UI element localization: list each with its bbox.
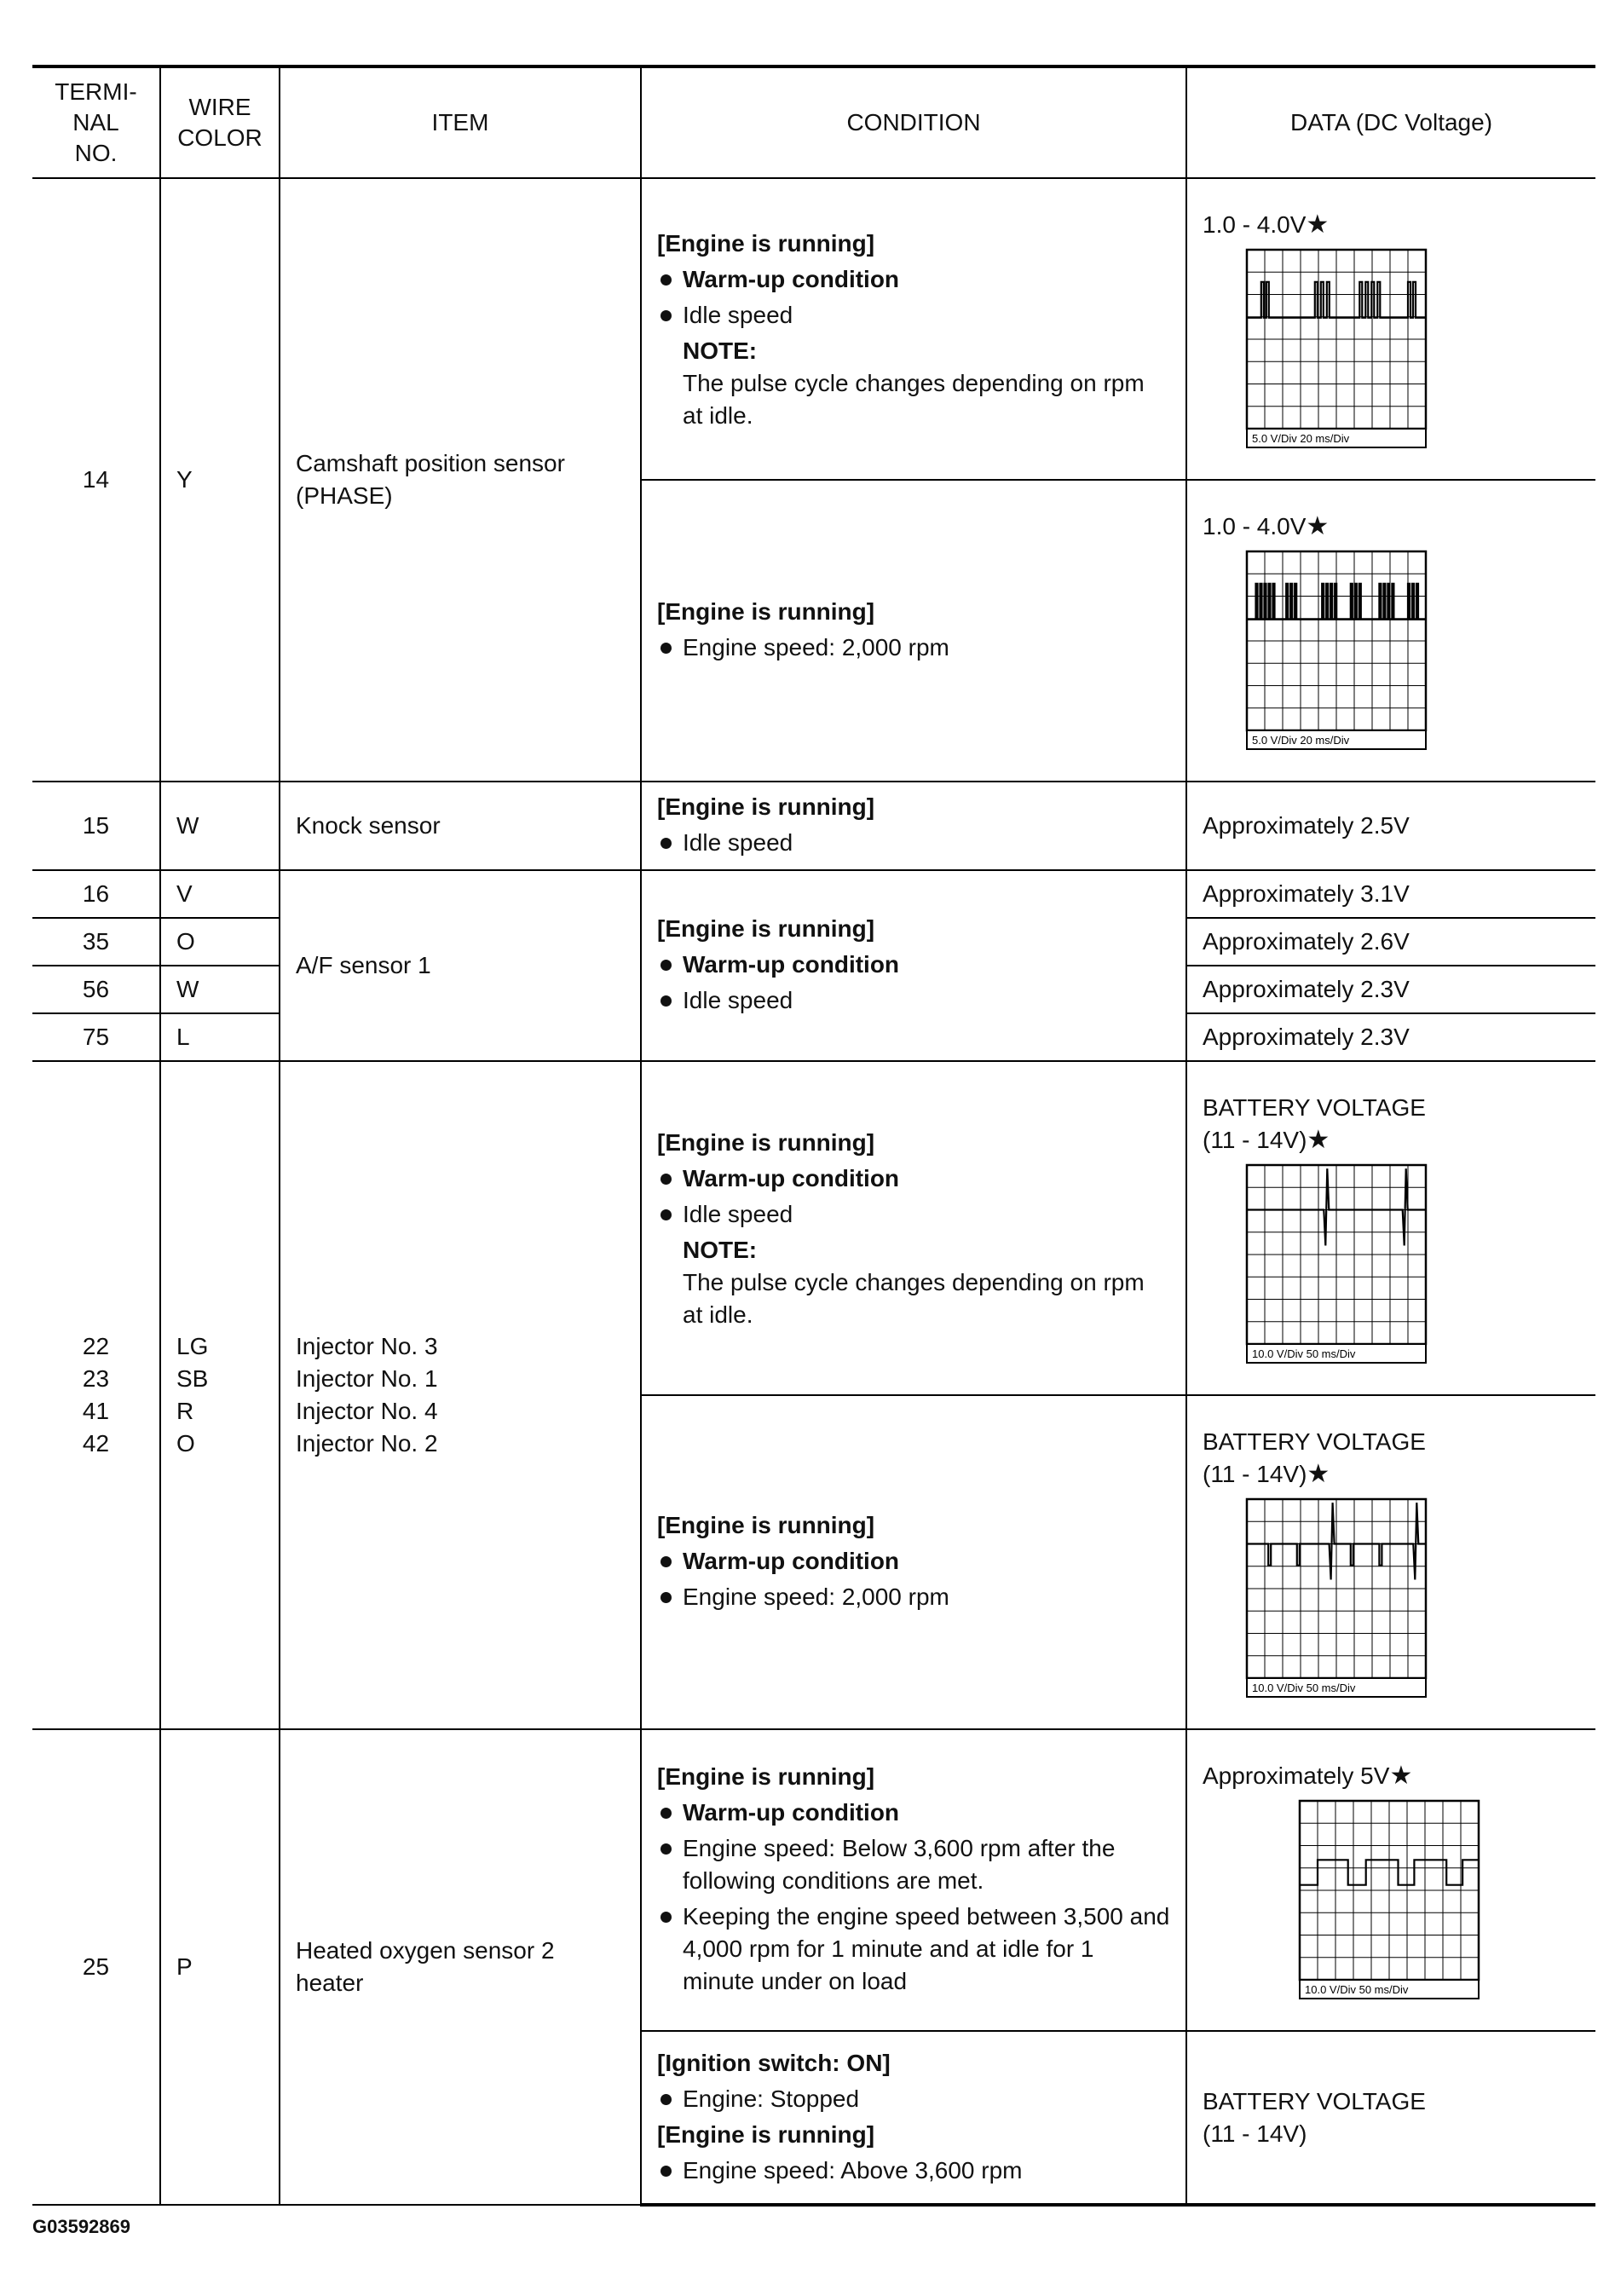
scope-scale-label: 10.0 V/Div 50 ms/Div: [1252, 1347, 1356, 1360]
terminal-cell: 75: [32, 1013, 160, 1061]
terminal-cell: 15: [32, 782, 160, 870]
header-data: DATA (DC Voltage): [1186, 66, 1595, 178]
item-cell: Heated oxygen sensor 2 heater: [280, 1729, 641, 2205]
list-item: Engine speed: Below 3,600 rpm after the following conditions are met.: [657, 1832, 1170, 1897]
waveform-scope: [1298, 1799, 1482, 2000]
waveform-scope: [1245, 1497, 1429, 1699]
list-item: Engine: Stopped: [657, 2083, 1170, 2115]
header-row: [32, 66, 1595, 178]
condition-cell: [Engine is running] Warm-up condition Idle speed NOTE: The pulse cycle changes depending on rpm at idle.: [641, 1061, 1186, 1395]
ecm-terminal-table: [32, 65, 1595, 2207]
terminal-cell: 25: [32, 1729, 160, 2205]
condition-cell: [Ignition switch: ON] Engine: Stopped [Engine is running] Engine speed: Above 3,600 rpm: [641, 2031, 1186, 2205]
list-item: Keeping the engine speed between 3,500 and 4,000 rpm for 1 minute and at idle for 1 minute under on load: [657, 1901, 1170, 1998]
scope-scale-label: 5.0 V/Div 20 ms/Div: [1252, 432, 1350, 445]
data-cell: Approximately 3.1V: [1186, 870, 1595, 918]
note: NOTE: The pulse cycle changes depending on rpm at idle.: [683, 337, 1145, 429]
data-cell: 1.0 - 4.0V★ 5.0 V/Div 20 ms/Div: [1186, 178, 1595, 480]
data-cell: Approximately 2.3V: [1186, 1013, 1595, 1061]
table-row: [32, 1061, 1595, 1395]
condition-cell: [Engine is running] Warm-up condition Engine speed: 2,000 rpm: [641, 1395, 1186, 1729]
header-item: ITEM: [280, 66, 641, 178]
header-terminal-no: TERMI- NAL NO.: [32, 66, 160, 178]
condition-cell: [Engine is running] Warm-up condition Engine speed: Below 3,600 rpm after the following conditions are met. Keeping the engine speed between 3,500 and 4,000 rpm for 1 minute and at idle for 1 minute under on load: [641, 1729, 1186, 2031]
condition-cell: [Engine is running] Idle speed: [641, 782, 1186, 870]
data-cell: BATTERY VOLTAGE (11 - 14V)★ 10.0 V/Div 50 ms/Div: [1186, 1061, 1595, 1395]
terminal-cell: 56: [32, 966, 160, 1013]
table-row: [32, 782, 1595, 870]
scope-scale-label: 10.0 V/Div 50 ms/Div: [1252, 1682, 1356, 1694]
data-cell: 1.0 - 4.0V★ 5.0 V/Div 20 ms/Div: [1186, 480, 1595, 782]
wire-color-cell: W: [160, 782, 280, 870]
list-item: Warm-up condition: [657, 1545, 1170, 1578]
table-row: [32, 178, 1595, 480]
item-cell: Camshaft position sensor (PHASE): [280, 178, 641, 782]
list-item: Engine speed: 2,000 rpm: [657, 1581, 1170, 1613]
waveform-scope: [1245, 550, 1429, 751]
wire-color-cell: O: [160, 918, 280, 966]
terminal-cell: 14: [32, 178, 160, 782]
wire-color-cell: P: [160, 1729, 280, 2205]
wire-color-cell: L: [160, 1013, 280, 1061]
item-cell: Injector No. 3 Injector No. 1 Injector No. 4 Injector No. 2: [280, 1061, 641, 1729]
terminal-cell: 22 23 41 42: [32, 1061, 160, 1729]
item-cell: A/F sensor 1: [280, 870, 641, 1061]
list-item: Idle speed: [657, 1198, 1170, 1231]
list-item: Idle speed: [657, 984, 1170, 1017]
data-cell: Approximately 2.6V: [1186, 918, 1595, 966]
scope-scale-label: 5.0 V/Div 20 ms/Div: [1252, 734, 1350, 747]
list-item: Warm-up condition: [657, 1797, 1170, 1829]
wire-color-cell: W: [160, 966, 280, 1013]
note: NOTE: The pulse cycle changes depending on rpm at idle.: [683, 1237, 1145, 1328]
wire-color-cell: V: [160, 870, 280, 918]
data-cell: BATTERY VOLTAGE (11 - 14V): [1186, 2031, 1595, 2205]
data-cell: BATTERY VOLTAGE (11 - 14V)★ 10.0 V/Div 50 ms/Div: [1186, 1395, 1595, 1729]
terminal-cell: 35: [32, 918, 160, 966]
table-row: [32, 1729, 1595, 2031]
list-item: Engine speed: Above 3,600 rpm: [657, 2155, 1170, 2187]
condition-cell: [Engine is running] Warm-up condition Idle speed: [641, 870, 1186, 1061]
table-row: [32, 870, 1595, 918]
condition-cell: [Engine is running] Warm-up condition Idle speed NOTE: The pulse cycle changes depending on rpm at idle.: [641, 178, 1186, 480]
data-cell: Approximately 2.3V: [1186, 966, 1595, 1013]
list-item: Warm-up condition: [657, 1162, 1170, 1195]
condition-cell: [Engine is running] Engine speed: 2,000 rpm: [641, 480, 1186, 782]
header-wire-color: WIRE COLOR: [160, 66, 280, 178]
wire-color-cell: LG SB R O: [160, 1061, 280, 1729]
list-item: Warm-up condition: [657, 263, 1170, 296]
waveform-scope: [1245, 248, 1429, 449]
item-cell: Knock sensor: [280, 782, 641, 870]
list-item: Warm-up condition: [657, 949, 1170, 981]
list-item: Idle speed: [657, 299, 1170, 332]
scope-scale-label: 10.0 V/Div 50 ms/Div: [1305, 1983, 1409, 1996]
data-cell: Approximately 5V★ 10.0 V/Div 50 ms/Div: [1186, 1729, 1595, 2031]
list-item: Idle speed: [657, 827, 1170, 859]
figure-reference-code: G03592869: [32, 2216, 130, 2237]
wire-color-cell: Y: [160, 178, 280, 782]
terminal-cell: 16: [32, 870, 160, 918]
list-item: Engine speed: 2,000 rpm: [657, 632, 1170, 664]
header-condition: CONDITION: [641, 66, 1186, 178]
waveform-scope: [1245, 1163, 1429, 1364]
data-cell: Approximately 2.5V: [1186, 782, 1595, 870]
